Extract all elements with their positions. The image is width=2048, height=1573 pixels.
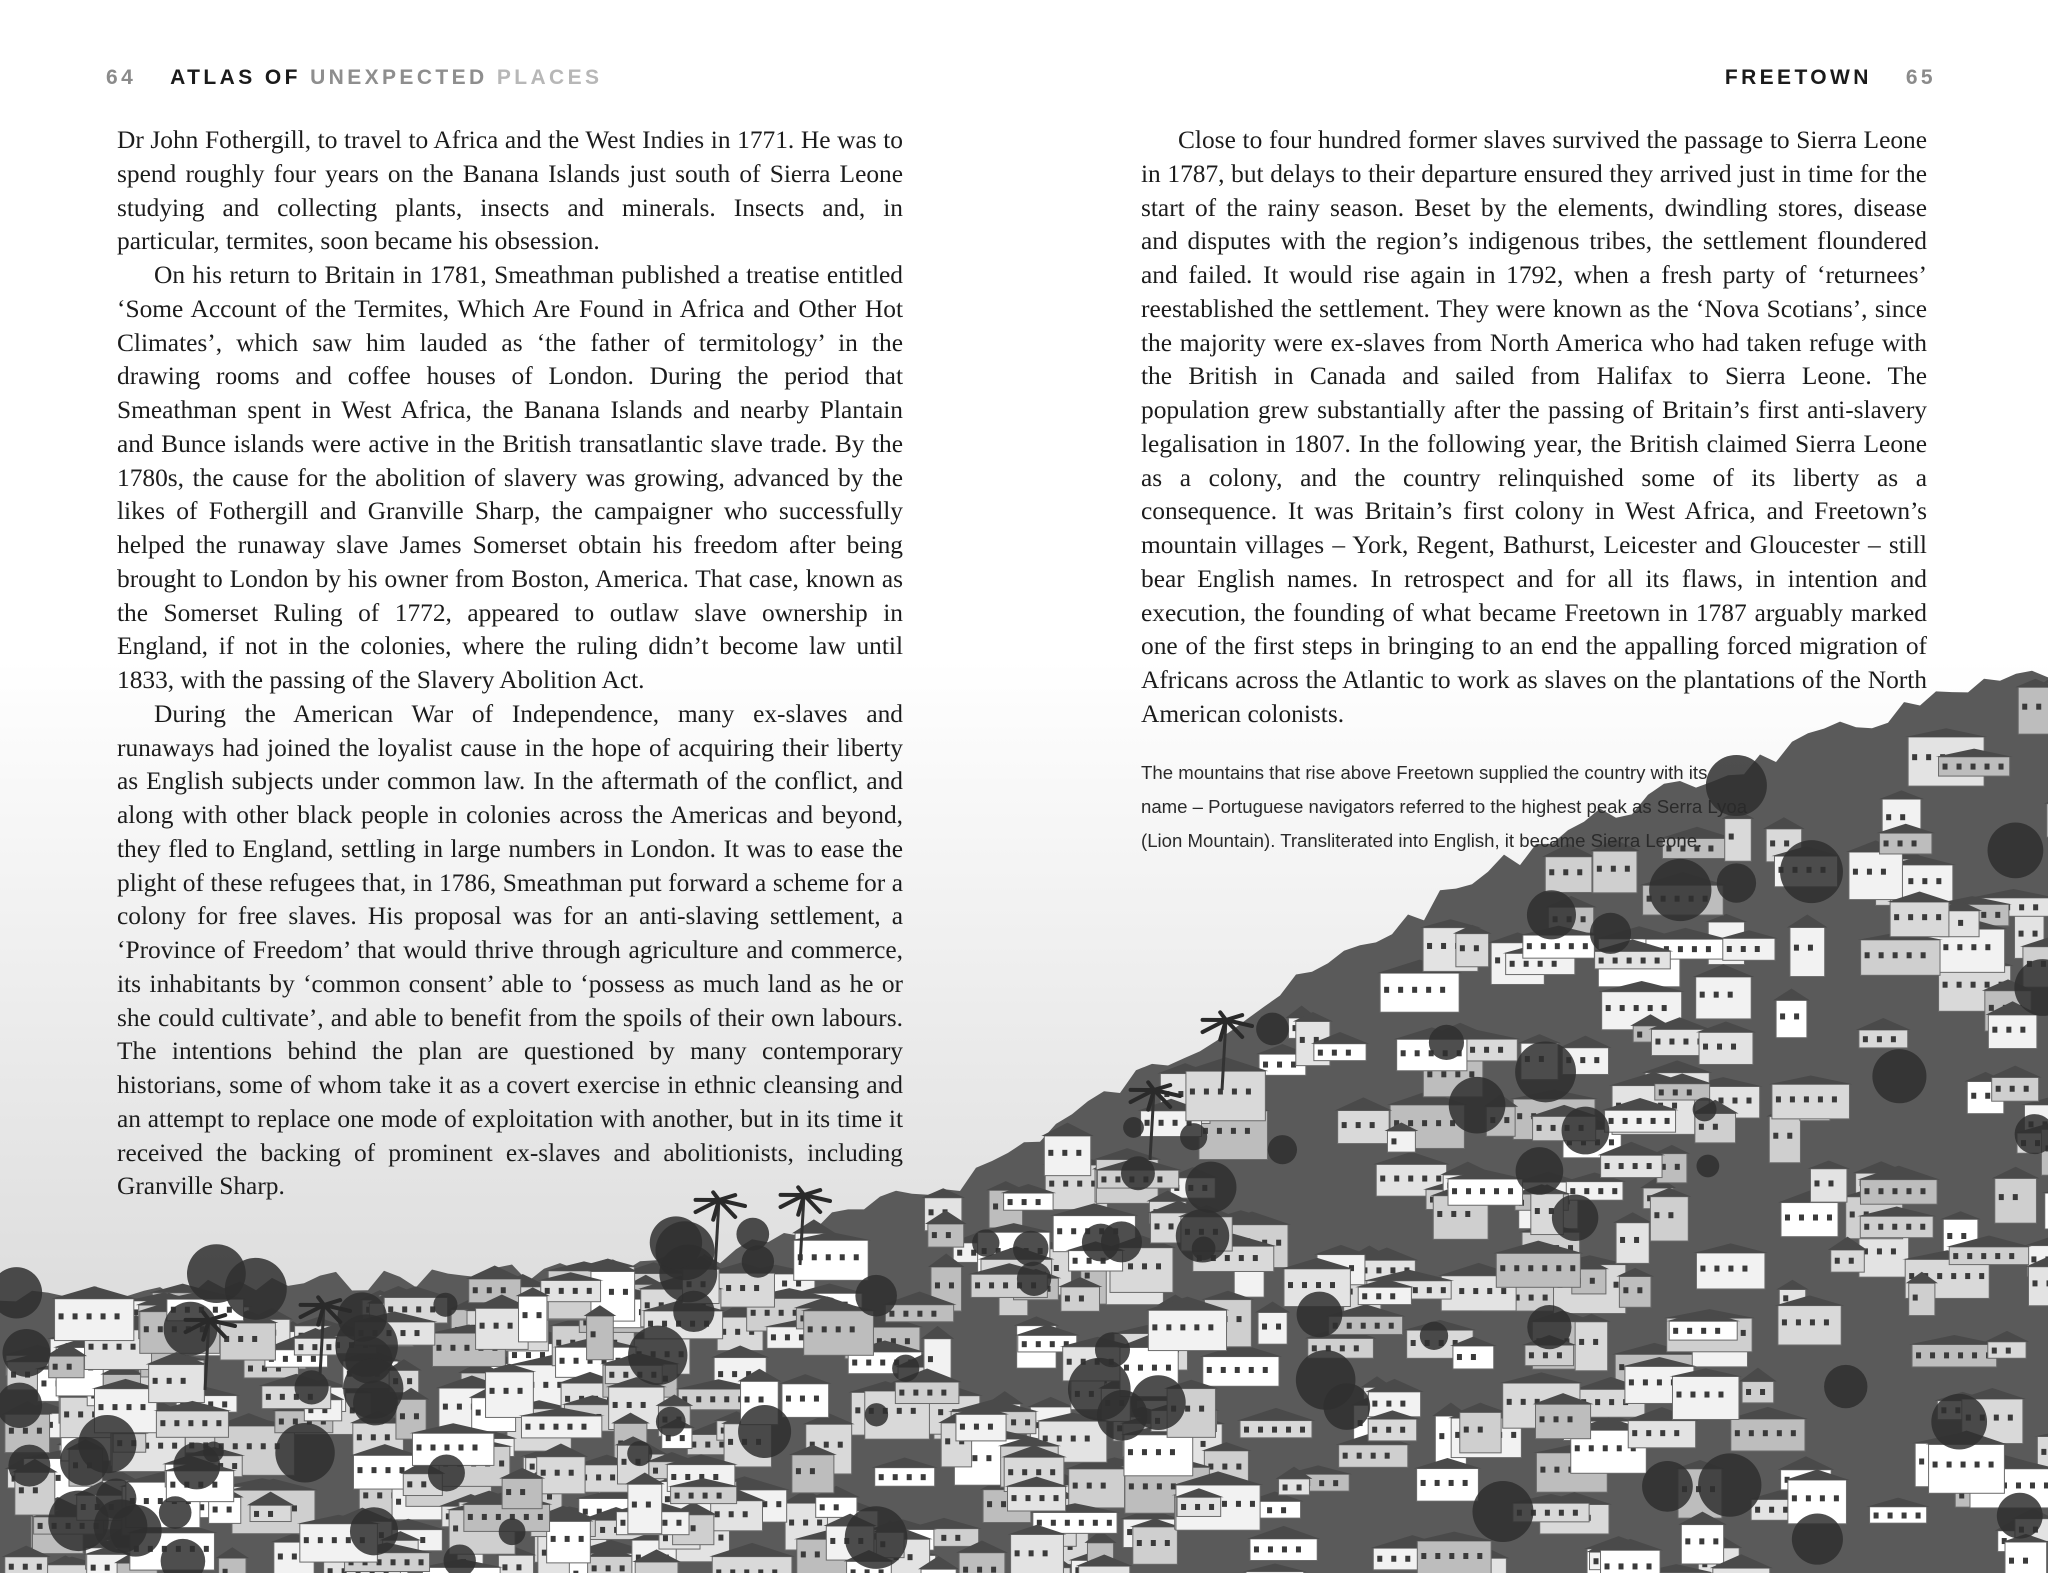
running-head-right (1725, 66, 1936, 90)
tree (350, 1507, 398, 1555)
tree (1296, 1350, 1356, 1410)
tree (1017, 1262, 1051, 1296)
tree (1931, 1394, 1987, 1450)
tree (3, 1329, 51, 1377)
tree (1649, 859, 1711, 921)
tree (1515, 1041, 1576, 1102)
tree (673, 1291, 714, 1332)
tree (60, 1437, 109, 1486)
house (1693, 1243, 1767, 1289)
house (1669, 1368, 1741, 1419)
running-head-left (106, 66, 602, 90)
tree (295, 1370, 329, 1404)
tree (1824, 1365, 1867, 1408)
tree (1988, 822, 2044, 878)
house (1807, 1160, 1849, 1202)
house (1775, 1295, 1844, 1345)
house (1647, 1188, 1691, 1241)
house (1457, 1403, 1504, 1453)
house (483, 1364, 537, 1418)
tree (275, 1423, 334, 1482)
tree (1068, 1358, 1131, 1421)
house (1572, 1314, 1611, 1371)
body-paragraph: Close to four hundred former slaves survived the passage to Sierra Leone in 1787, but delays to their departure ensured they arrived just in time for the start of the rainy season. Beset by the elements, dwindling stores, disease and disputes with the region’s indigenous tribes, the settlement floundered and failed. It would rise again in 1792, when a fresh party of ‘returnees’ reestablished the settlement. They were known as the ‘Nova Scotians’, since the majority were ex-slaves from North America who had taken refuge with the British in Canada and sailed from Halifax to Sierra Leone. The population grew substantially after the passing of Britain’s first anti-slavery legalisation in 1807. In the following year, the British claimed Sierra Leone as a colony, and the country relinquished some of its liberty as a consequence. It was Britain’s first colony in West Africa, and Freetown’s mountain villages – York, Regent, Bathurst, Leicester and Gloucester – still bear English names. In retrospect and for all its flaws, in intention and execution, the founding of what became Freetown in 1787 arguably marked one of the first steps in bringing to an end the appalling forced migration of Africans across the Atlantic to work as slaves on the plantations of the North American colonists. (1141, 126, 1927, 728)
house (1787, 915, 1828, 977)
house (1613, 1212, 1652, 1263)
tree (736, 1218, 769, 1251)
tree (738, 1405, 791, 1458)
tree (656, 1407, 686, 1437)
tree (1131, 1375, 1186, 1430)
tree (1121, 1156, 1155, 1190)
house (1858, 932, 1943, 976)
tree (1516, 1147, 1564, 1195)
tree (1095, 1332, 1130, 1367)
house (1453, 925, 1492, 967)
book-title-part2: UNEXPECTED (310, 66, 488, 89)
house (2002, 1534, 2048, 1573)
tree (650, 1216, 702, 1268)
tree (1472, 1481, 1533, 1542)
page-number-left: 64 (106, 66, 137, 89)
tree (1780, 840, 1843, 903)
tree (892, 1355, 919, 1382)
house (789, 1445, 837, 1493)
house (516, 1287, 550, 1342)
tree (628, 1326, 687, 1385)
body-paragraph: Dr John Fothergill, to travel to Africa and the West Indies in 1771. He was to spend roughly four years on the Banana Islands just south of Sierra Leone studying and collecting plants, insects and minerals. Insects and, in particular, termites, soon became his obsession. (117, 126, 903, 256)
tree (1527, 890, 1576, 939)
tree (742, 1245, 774, 1277)
tree (159, 1496, 192, 1529)
house (1769, 1076, 1853, 1119)
tree (433, 1293, 457, 1317)
house (1992, 1167, 2040, 1223)
tree (1429, 1025, 1464, 1060)
tree (1013, 1231, 1048, 1266)
tree (1420, 1322, 1448, 1350)
house (584, 1305, 617, 1359)
tree (225, 1258, 287, 1320)
tree (173, 1443, 220, 1490)
book-title-part3: PLACES (496, 66, 603, 89)
tree (1123, 1117, 1144, 1138)
house (2015, 679, 2048, 734)
tree (845, 1506, 908, 1569)
tree (1872, 1049, 1926, 1103)
chapter-title: FREETOWN (1724, 66, 1872, 89)
tree (627, 1441, 652, 1466)
tree (1552, 1195, 1598, 1241)
tree (1997, 1493, 2043, 1539)
tree (1297, 1292, 1343, 1338)
tree (1268, 1135, 1297, 1164)
house (625, 1473, 665, 1534)
house (1130, 1518, 1181, 1564)
tree (1717, 863, 1756, 902)
tree (1792, 1514, 1843, 1565)
tree (353, 1381, 398, 1426)
body-paragraph: During the American War of Independence, many ex-slaves and runaways had joined the loyalist cause in the hope of acquiring their liberty as English subjects under common law. In the aftermath of the conflict, and along with other black people in colonies across the Americas and beyond, they fled to England, settling in large numbers in London. It was to ease the plight of these refugees that, in 1786, Smeathman put forward a scheme for a colony for free slaves. His proposal was for an anti-slaving settlement, a ‘Province of Freedom’ that would thrive through agriculture and commerce, its inhabitants by ‘common consent’ able to ‘possess as much land as he or she could cultivate’, and able to benefit from the spoils of their own labours. The intentions behind the plan are questioned by many contemporary historians, some of whom take it as a covert exercise in ethnic cleansing and an attempt to replace one mode of exploitation with another, but in its time it received the backing of prominent ex-slaves and abolitionists, including Granville Sharp. (117, 699, 903, 1201)
tree (499, 1518, 526, 1545)
right-page-body (1141, 124, 1927, 732)
tree (865, 1403, 888, 1426)
tree (1256, 1013, 1289, 1046)
tree (428, 1454, 465, 1491)
tree (855, 1275, 897, 1317)
tree (8, 1445, 50, 1487)
body-paragraph: On his return to Britain in 1781, Smeathman published a treatise entitled ‘Some Account of the Termites, Which Are Found in Africa and Other Hot Climates’, which saw him lauded as ‘the father of termitology’ in the drawing rooms and coffee houses of London. During the period that Smeathman spent in West Africa, the Banana Islands and nearby Plantain and Bunce islands were active in the British transatlantic slave trade. By the 1780s, the cause for the abolition of slavery was growing, advanced by the likes of Fothergill and Granville Sharp, the campaigner who successfully helped the runaway slave James Somerset obtain his freedom after being brought to London by his owner from Boston, America. That case, known as the Somerset Ruling of 1772, appeared to outlaw slave ownership in England, if not in the colonies, where the ruling didn’t become law until 1833, with the passing of the Slavery Abolition Act. (117, 261, 903, 694)
tree (1698, 1453, 1761, 1516)
tree (1642, 1461, 1693, 1512)
tree (1192, 1236, 1216, 1260)
tree (1180, 1123, 1207, 1150)
tree (94, 1499, 148, 1553)
tree (1696, 1155, 1719, 1178)
book-title-part1: ATLAS OF (170, 66, 301, 89)
tree (972, 1229, 999, 1256)
tree (1185, 1162, 1236, 1213)
tree (1590, 913, 1631, 954)
tree (1693, 1097, 1717, 1121)
photo-caption: The mountains that rise above Freetown supplied the country with its name – Portuguese navigators referred to the highest peak as Serra Lyoa (Lion Mountain). Transliterated into English, it became Sierra Leone. (1141, 762, 1748, 851)
house (1008, 1525, 1067, 1573)
tree (1082, 1224, 1120, 1262)
tree (1562, 1107, 1610, 1155)
left-page-body (117, 124, 903, 1204)
tree (1527, 1305, 1571, 1349)
tree (1449, 1077, 1506, 1134)
page-number-right: 65 (1905, 66, 1936, 89)
